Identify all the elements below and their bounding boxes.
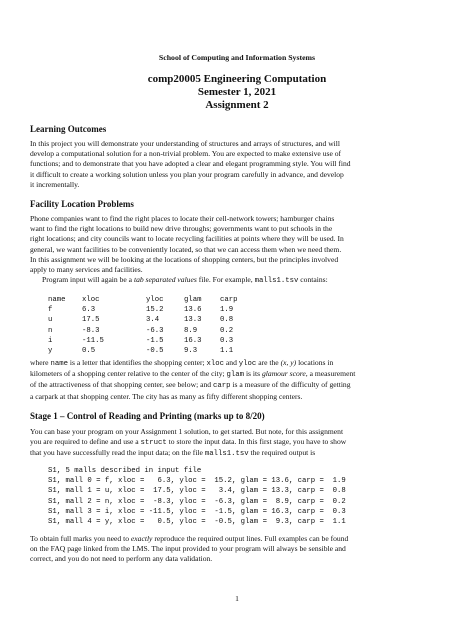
text-line	[30, 380, 446, 391]
input-intro-line	[30, 275, 446, 286]
file-name: malls1.tsv	[254, 277, 299, 286]
text-run: , a measurement	[305, 369, 356, 379]
table-cell: 0.2	[220, 326, 234, 335]
text-line: apply to many services and facilities.	[30, 265, 143, 275]
text-run: file. For example,	[196, 275, 255, 285]
output-line: S1, mall 1 = u, xloc = 17.5, yloc = 3.4, glam = 13.3, carp = 0.8	[48, 487, 346, 496]
text-run: To obtain full marks you need to	[30, 534, 131, 543]
stage1-heading: Stage 1 – Control of Reading and Printing (marks up to 8/20)	[30, 411, 265, 421]
table-cell: 17.5	[82, 316, 100, 325]
table-cell: 13.3	[184, 316, 202, 325]
table-cell: -1.5	[146, 336, 164, 345]
text-run: of the attractiveness of that shopping center, see below; and	[30, 380, 213, 390]
table-cell: 3.4	[146, 316, 160, 325]
table-cell: 8.9	[184, 326, 198, 335]
table-cell: 13.6	[184, 306, 202, 315]
text-run: the required output is	[248, 448, 316, 458]
code-run: carp	[212, 382, 231, 391]
code-run: glam	[226, 371, 245, 380]
text-line	[30, 437, 446, 448]
required-output-block	[48, 466, 346, 527]
text-line: a carpark at that shopping center. The city has as many as fifty different shopping centers.	[30, 391, 303, 401]
table-cell: -6.3	[146, 326, 164, 335]
code-run: name	[50, 360, 68, 368]
table-cell: 0.3	[220, 336, 234, 345]
output-line: S1, 5 malls described in input file	[48, 467, 202, 475]
institution-name: School of Computing and Information Systems	[158, 53, 316, 62]
full-marks-paragraph	[30, 534, 446, 565]
table-cell: 1.1	[220, 346, 234, 355]
stage1-paragraph	[30, 427, 446, 460]
emphasis-run: exactly	[130, 534, 153, 543]
table-cell: y	[48, 346, 53, 355]
text-run: that you have successfully read the input data; on the file	[30, 448, 205, 458]
code-run: yloc	[238, 360, 257, 368]
text-line: develop a computational solution for a non-trivial problem. You are expected to make extensive use of	[30, 149, 342, 159]
table-cell: -0.5	[146, 346, 164, 355]
table-cell: f	[48, 306, 53, 315]
text-line: general, we want facilities to be conveniently located, so that we can access them when we need them.	[30, 244, 342, 254]
text-line: correct, and you do not need to perform any data validation.	[30, 554, 213, 564]
table-cell: u	[48, 316, 53, 325]
table-cell: -8.3	[82, 326, 100, 335]
course-title: comp20005 Engineering Computation	[147, 73, 327, 85]
table-cell: -11.5	[82, 336, 104, 345]
facility-paragraph	[30, 214, 446, 286]
text-run: is a letter that identifies the shopping center;	[67, 358, 207, 367]
text-line: it incrementally.	[30, 179, 80, 189]
file-name: malls1.tsv	[204, 450, 249, 459]
text-run: kilometers of a shopping center relative to the center of the city;	[30, 369, 227, 379]
table-cell: 15.2	[146, 306, 164, 315]
code-run: struct	[140, 439, 167, 448]
text-line: You can base your program on your Assignment 1 solution, to get started. But note, for this assignment	[30, 427, 344, 436]
semester-title: Semester 1, 2021	[197, 86, 277, 98]
column-header: name	[48, 296, 66, 304]
output-line: S1, mall 3 = i, xloc = -11.5, yloc = -1.5, glam = 16.3, carp = 0.3	[48, 507, 346, 516]
text-line	[30, 369, 446, 380]
text-run: is its	[244, 369, 262, 379]
explanation-paragraph	[30, 358, 446, 402]
text-run: and	[224, 358, 239, 367]
text-line	[30, 534, 446, 544]
text-run: where	[30, 358, 51, 367]
output-line: S1, mall 0 = f, xloc = 6.3, yloc = 15.2, glam = 13.6, carp = 1.9	[48, 477, 346, 486]
column-header: xloc	[82, 296, 100, 304]
emphasis-run: tab separated values	[133, 275, 197, 285]
assignment-title: Assignment 2	[205, 99, 269, 111]
text-line: it difficult to create a working solution unless you plan your program carefully in advance, and develop	[30, 169, 344, 179]
text-line	[30, 358, 446, 369]
text-line: Phone companies want to find the right places to locate their cell-network towers; hamburger chains	[30, 214, 335, 223]
table-cell: 0.8	[220, 316, 234, 325]
table-cell: 6.3	[82, 306, 96, 315]
table-cell: n	[48, 326, 53, 335]
text-run: is a measure of the difficulty of getting	[230, 380, 351, 390]
math-run: (x, y)	[280, 358, 297, 367]
text-run: contains:	[298, 275, 328, 285]
table-cell: 0.5	[82, 346, 96, 355]
text-line: functions; and to demonstrate that you have adopted a clear and elegant programming style. You will find	[30, 159, 351, 169]
text-run: reproduce the required output lines. Full examples can be found	[152, 534, 349, 543]
table-cell: 1.9	[220, 306, 234, 315]
table-cell: i	[48, 336, 53, 345]
learning-outcomes-paragraph	[30, 139, 446, 190]
table-cell: 16.3	[184, 336, 202, 345]
text-run: you are required to define and use a	[30, 437, 141, 447]
page-number: 1	[235, 594, 239, 603]
learning-outcomes-heading: Learning Outcomes	[30, 124, 107, 134]
code-run: xloc	[206, 360, 225, 368]
output-line: S1, mall 2 = n, xloc = -8.3, yloc = -6.3, glam = 8.9, carp = 0.2	[48, 497, 346, 506]
text-line: In this assignment we will be looking at the locations of shopping centers, but the principles involved	[30, 254, 339, 264]
emphasis-run: glamour score	[261, 369, 306, 379]
text-run: Program input will again be a	[42, 275, 134, 285]
text-line: In this project you will demonstrate your understanding of structures and arrays of structures, and will	[30, 139, 341, 148]
text-run: are the	[256, 358, 281, 367]
output-line: S1, mall 4 = y, xloc = 0.5, yloc = -0.5, glam = 9.3, carp = 1.1	[48, 518, 346, 527]
text-line	[30, 448, 446, 459]
column-header: carp	[220, 296, 238, 304]
column-header: glam	[184, 296, 202, 304]
text-line: on the FAQ page linked from the LMS. The input provided to your program will always be sensible and	[30, 544, 346, 554]
facility-heading: Facility Location Problems	[30, 199, 134, 209]
table-cell: 9.3	[184, 346, 198, 355]
text-line: right locations; and city councils want to locate recycling facilities at points where they will be used. In	[30, 234, 344, 244]
column-header: yloc	[146, 296, 164, 304]
text-line: want to find the right locations to build new drive throughs; governments want to put schools in the	[30, 224, 333, 234]
text-run: locations in	[296, 358, 334, 367]
text-run: to store the input data. In this first stage, you have to show	[166, 437, 347, 447]
